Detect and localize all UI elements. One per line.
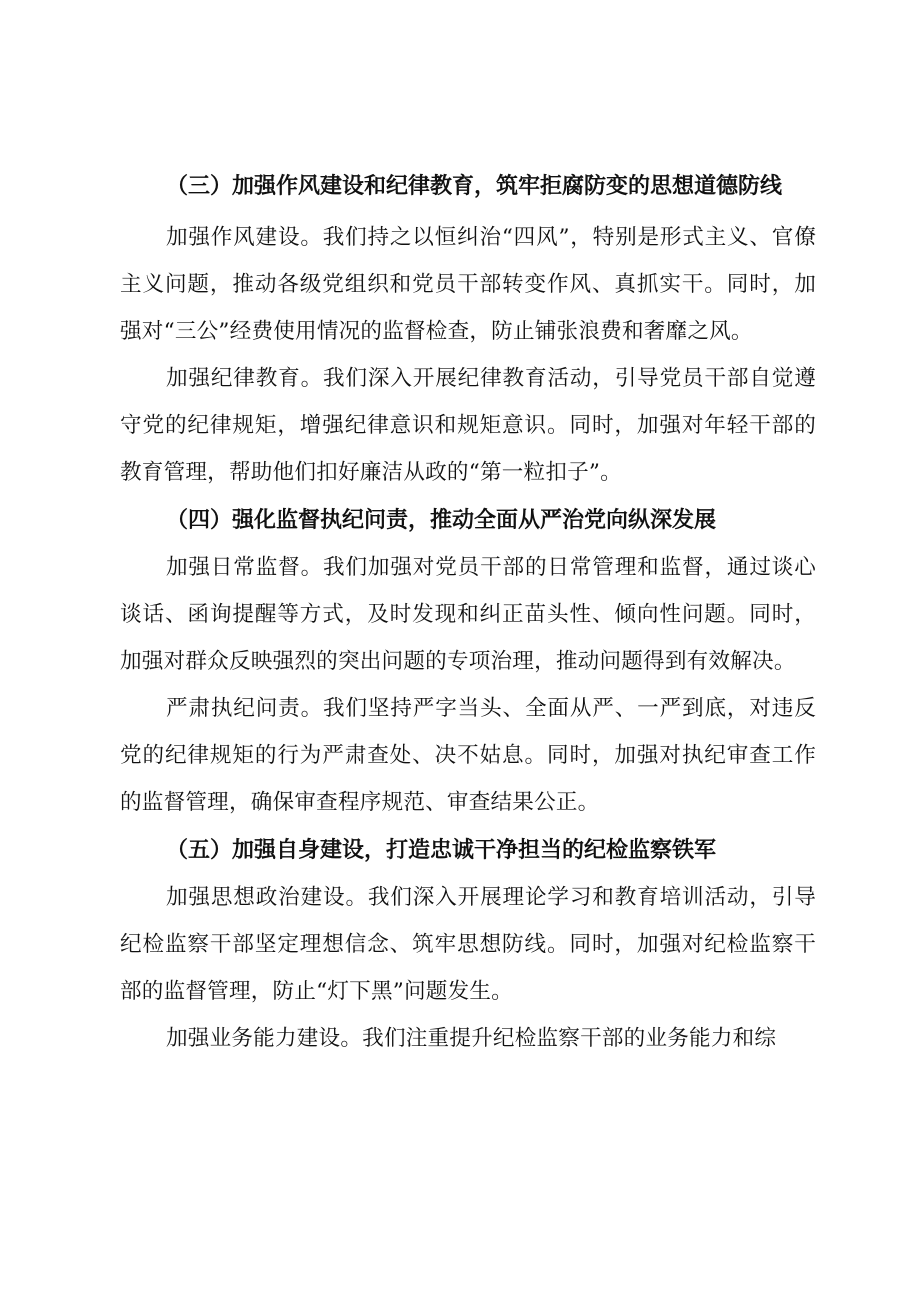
- paragraph-daily-supervision: 加强日常监督。我们加强对党员干部的日常管理和监督，通过谈心谈话、函询提醒等方式，及时发现和纠正苗头性、倾向性问题。同时，加强对群众反映强烈的突出问题的专项治理，推动问题得到有效解决。: [120, 555, 816, 674]
- paragraph-capability-building: 加强业务能力建设。我们注重提升纪检监察干部的业务能力和综: [166, 1026, 777, 1051]
- paragraph-political-building: 加强思想政治建设。我们深入开展理论学习和教育培训活动，引导纪检监察干部坚定理想信念、筑牢思想防线。同时，加强对纪检监察干部的监督管理，防止“灯下黑”问题发生。: [120, 885, 816, 1004]
- paragraph-work-style: 加强作风建设。我们持之以恒纠治“四风”，特别是形式主义、官僚主义问题，推动各级党组织和党员干部转变作风、真抓实干。同时，加强对“三公”经费使用情况的监督检查，防止铺张浪费和奢靡之风。: [120, 225, 816, 344]
- paragraph-accountability: 严肃执纪问责。我们坚持严字当头、全面从严、一严到底，对违反党的纪律规矩的行为严肃查处、决不姑息。同时，加强对执纪审查工作的监督管理，确保审查程序规范、审查结果公正。: [120, 696, 816, 815]
- section-heading-3: （三）加强作风建设和纪律教育，筑牢拒腐防变的思想道德防线: [166, 173, 783, 199]
- paragraph-discipline-education: 加强纪律教育。我们深入开展纪律教育活动，引导党员干部自觉遵守党的纪律规矩，增强纪律意识和规矩意识。同时，加强对年轻干部的教育管理，帮助他们扣好廉洁从政的“第一粒扣子”。: [120, 366, 816, 485]
- section-heading-4: （四）强化监督执纪问责，推动全面从严治党向纵深发展: [166, 507, 717, 533]
- section-heading-5: （五）加强自身建设，打造忠诚干净担当的纪检监察铁军: [166, 837, 717, 863]
- document-body: [120, 162, 816, 1062]
